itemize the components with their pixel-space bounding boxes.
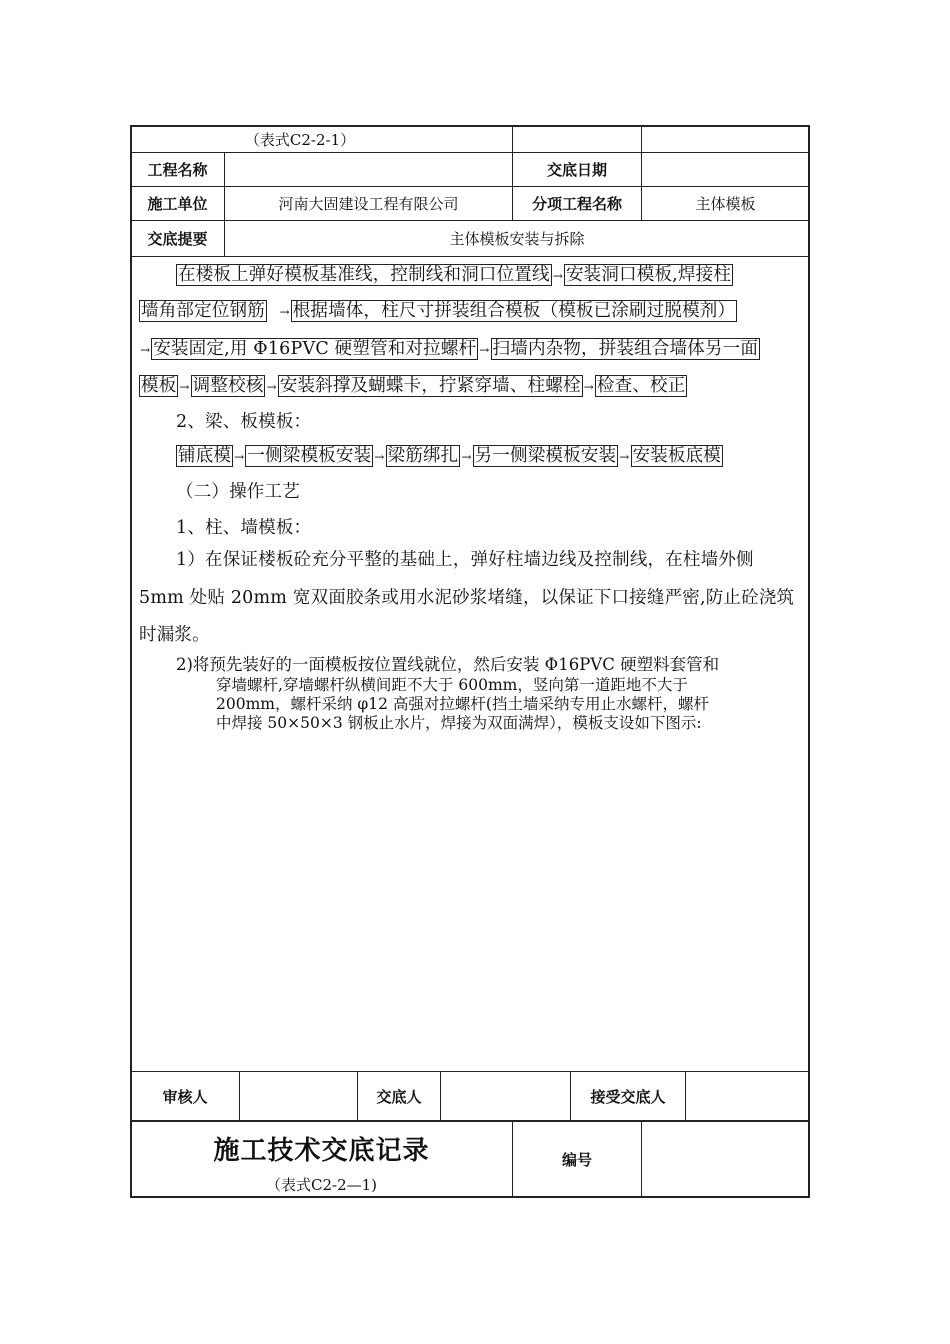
- para2-line: 2)将预先装好的一面模板按位置线就位，然后安装 Φ16PVC 硬塑料套管和: [176, 655, 720, 674]
- flow-step: 调整校核: [192, 376, 264, 396]
- flow-step: 安装洞口模板,焊接柱: [565, 265, 732, 285]
- form-code-bottom: （表式C2-2—1): [265, 1175, 378, 1194]
- arrow-icon: →: [583, 380, 594, 394]
- flow-step: 模板: [141, 376, 177, 396]
- para2-line: 中焊接 50×50×3 钢板止水片，焊接为双面满焊），模板支设如下图示:: [216, 714, 702, 732]
- receiver-signature[interactable]: [686, 1072, 809, 1120]
- project-name-label: 工程名称: [147, 161, 208, 179]
- para1-line: 5mm 处贴 20mm 宽双面胶条或用水泥砂浆堵缝，以保证下口接缝严密,防止砼浇筑: [139, 588, 795, 608]
- para1-line: 1）在保证楼板砼充分平整的基础上，弹好柱墙边线及控制线，在柱墙外侧: [176, 550, 754, 570]
- flow-step: 墙角部定位钢筋: [141, 301, 265, 321]
- contractor-value: 河南大固建设工程有限公司: [278, 195, 459, 213]
- flow-step: 安装板底模: [632, 446, 721, 466]
- flow-step: 铺底模: [178, 446, 232, 466]
- receiver-label: 接受交底人: [590, 1087, 666, 1106]
- para1-line: 时漏浆。: [139, 625, 210, 645]
- flow-step: 一侧梁模板安装: [247, 446, 372, 466]
- arrow-icon: →: [552, 269, 563, 283]
- flow-row-beam: [176, 442, 723, 467]
- beam-heading: 2、梁、板模板：: [176, 412, 312, 432]
- flow-step: 在楼板上弹好模板基准线，控制线和洞口位置线: [178, 265, 550, 285]
- subproject-value: 主体模板: [695, 195, 756, 213]
- flow-row-2: [139, 297, 737, 322]
- arrow-icon: →: [234, 450, 245, 464]
- contractor-label: 施工单位: [147, 195, 208, 213]
- flow-step: 根据墙体，柱尺寸拼装组合模板（模板已涂刷过脱模剂）: [292, 301, 736, 321]
- flow-row-1: [176, 261, 733, 286]
- subproject-label: 分项工程名称: [531, 195, 622, 213]
- flow-step: 检查、校正: [596, 376, 686, 396]
- arrow-icon: →: [266, 380, 277, 394]
- process-heading: （二）操作工艺: [176, 482, 300, 502]
- arrow-icon: →: [179, 380, 190, 394]
- flow-row-3: [139, 335, 760, 360]
- flow-step: 扫墙内杂物，拼装组合墙体另一面: [492, 339, 759, 359]
- form-code-top: （表式C2-2-1）: [244, 130, 356, 149]
- flow-step: 安装固定,用 Φ16PVC 硬塑管和对拉螺杆: [153, 339, 477, 359]
- number-label: 编号: [561, 1150, 592, 1169]
- arrow-icon: →: [279, 305, 290, 319]
- number-value[interactable]: [642, 1121, 809, 1197]
- para2-line: 穿墙螺杆,穿墙螺杆纵横间距不大于 600mm，竖向第一道距地不大于: [216, 676, 688, 694]
- discloser-signature[interactable]: [441, 1072, 570, 1120]
- flow-step: 梁筋绑扎: [387, 446, 459, 466]
- summary-label: 交底提要: [147, 230, 208, 248]
- arrow-icon: →: [140, 343, 151, 357]
- date-value[interactable]: [642, 153, 809, 186]
- para2-line: 200mm，螺杆采纳 φ12 高强对拉螺杆(挡土墙采纳专用止水螺杆，螺杆: [216, 695, 709, 713]
- summary-value: 主体模板安装与拆除: [449, 230, 585, 248]
- flow-row-4: [139, 372, 687, 397]
- date-label: 交底日期: [546, 161, 607, 179]
- project-name-value[interactable]: [225, 153, 512, 186]
- reviewer-signature[interactable]: [240, 1072, 357, 1120]
- flow-step: 另一侧梁模板安装: [474, 446, 617, 466]
- reviewer-label: 审核人: [162, 1087, 208, 1106]
- arrow-icon: →: [479, 343, 490, 357]
- discloser-label: 交底人: [376, 1087, 422, 1106]
- arrow-icon: →: [461, 450, 472, 464]
- arrow-icon: →: [619, 450, 630, 464]
- form-title: 施工技术交底记录: [213, 1135, 430, 1166]
- flow-step: 安装斜撑及蝴蝶卡，拧紧穿墙、柱螺栓: [279, 376, 581, 396]
- arrow-icon: →: [374, 450, 385, 464]
- column-heading: 1、柱、墙模板：: [176, 518, 312, 538]
- divider: [130, 256, 810, 257]
